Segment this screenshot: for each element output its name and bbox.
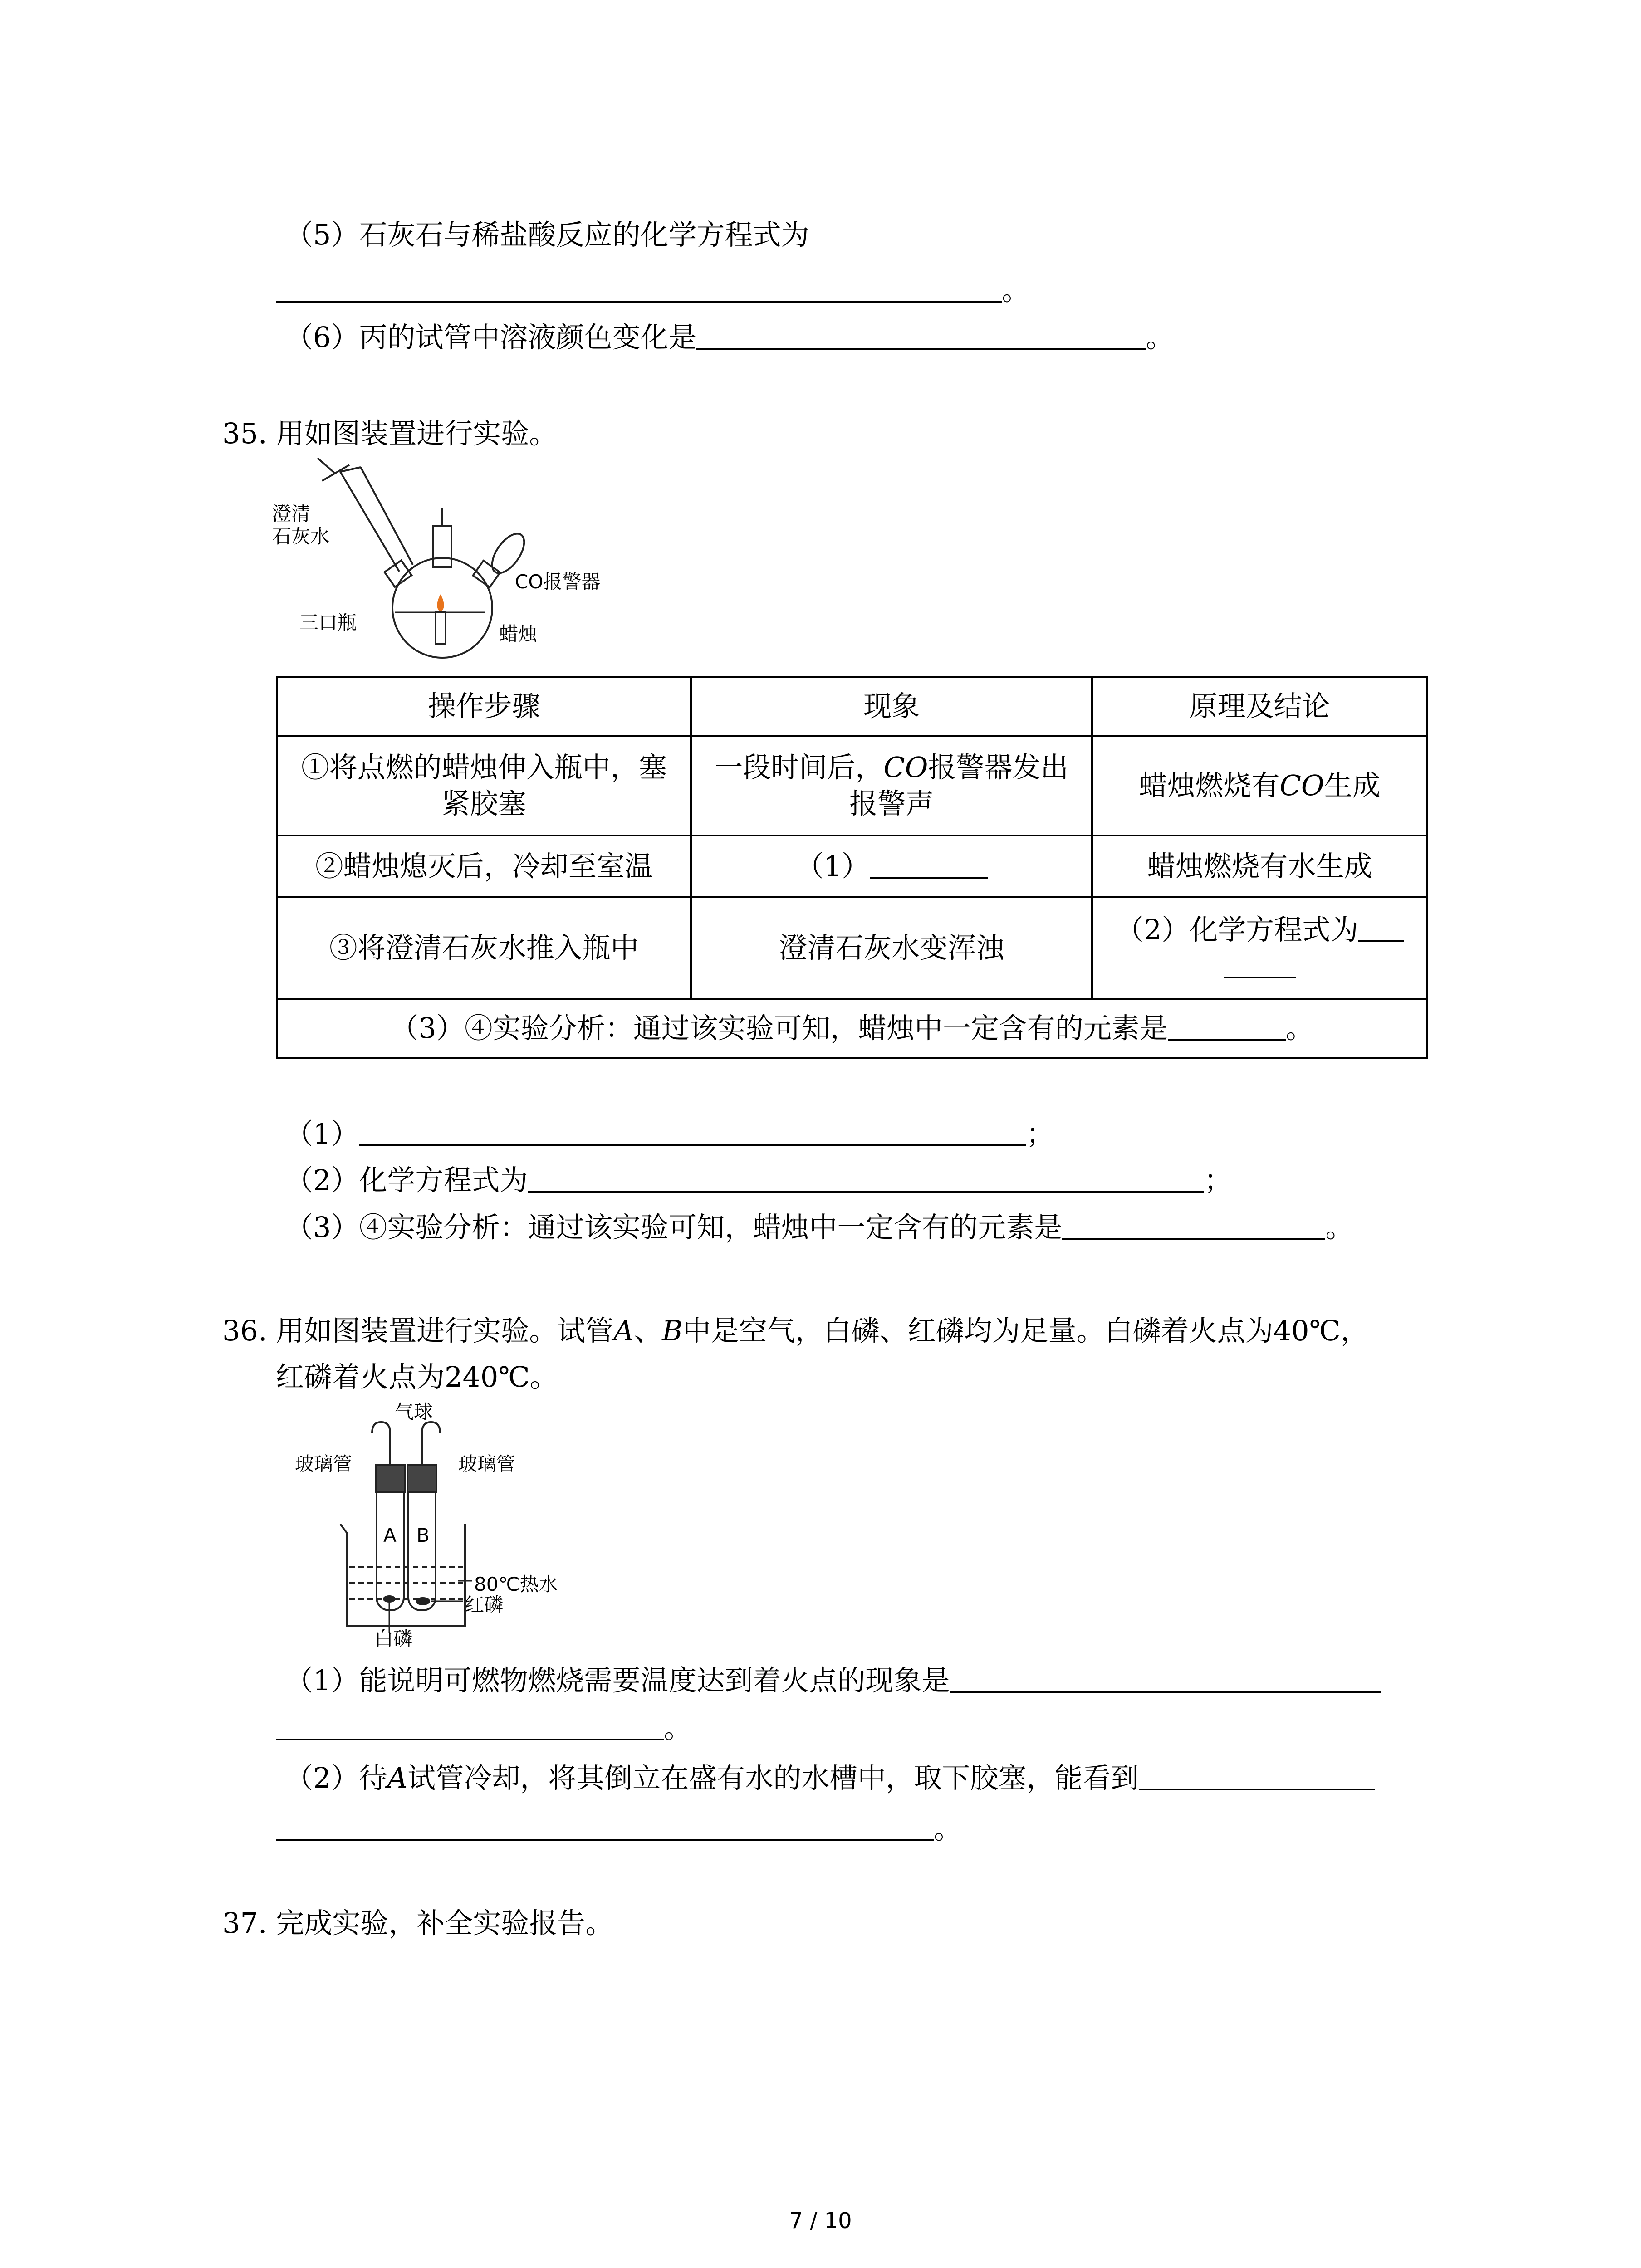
table-row <box>277 897 1427 999</box>
q35-answer-1: （1） ； <box>285 1117 1054 1150</box>
q37-stem: 37. 完成实验，补全实验报告。 <box>222 1906 614 1940</box>
row1-conclusion: 蜡烛燃烧有CO生成 <box>1092 736 1427 836</box>
label-white-phosphorus: 白磷 <box>374 1628 413 1650</box>
row2-step: ②蜡烛熄灭后，冷却至室温 <box>277 836 691 897</box>
label-glass-tube-left: 玻璃管 <box>295 1453 353 1475</box>
row3-conclusion[interactable]: （2）化学方程式为 <box>1092 897 1427 999</box>
label-balloon: 气球 <box>395 1401 433 1423</box>
answer-blank[interactable] <box>1168 1011 1286 1041</box>
label-flask: 三口瓶 <box>299 611 357 634</box>
row1-step: ①将点燃的蜡烛伸入瓶中，塞 紧胶塞 <box>277 736 691 836</box>
answer-blank[interactable] <box>528 1163 1204 1193</box>
test-tube-figure <box>272 1397 590 1651</box>
answer-blank[interactable] <box>950 1663 1381 1693</box>
row1-phenomenon: 一段时间后，CO报警器发出 报警声 <box>691 736 1092 836</box>
row3-phenomenon: 澄清石灰水变浑浊 <box>691 897 1092 999</box>
table-row <box>277 836 1427 897</box>
header-phenomenon: 现象 <box>691 677 1092 736</box>
answer-blank[interactable] <box>1139 1760 1375 1790</box>
q36-part2-cont: 。 <box>276 1811 962 1847</box>
table-row <box>277 999 1427 1058</box>
label-red-phosphorus: 红磷 <box>465 1593 504 1616</box>
q36-stem-line2: 红磷着火点为240℃。 <box>276 1360 558 1393</box>
flask-apparatus-icon <box>272 458 608 667</box>
q34-part5: （5）石灰石与稀盐酸反应的化学方程式为 <box>285 218 809 251</box>
label-tube-a: A <box>383 1524 397 1546</box>
header-steps: 操作步骤 <box>277 677 691 736</box>
table-row <box>277 736 1427 836</box>
label-hot-water: 80℃热水 <box>474 1573 558 1595</box>
header-conclusion: 原理及结论 <box>1092 677 1427 736</box>
q36-part1-cont: 。 <box>276 1710 692 1746</box>
row3-step: ③将澄清石灰水推入瓶中 <box>277 897 691 999</box>
row2-phenomenon[interactable]: （1） <box>691 836 1092 897</box>
label-limewater-2: 石灰水 <box>272 525 330 547</box>
answer-blank[interactable] <box>870 849 988 879</box>
q35-answer-2: （2）化学方程式为 ； <box>285 1163 1232 1197</box>
label-glass-tube-right: 玻璃管 <box>458 1453 516 1475</box>
q35-answer-3: （3）④实验分析：通过该实验可知，蜡烛中一定含有的元素是 。 <box>285 1211 1354 1244</box>
answer-blank[interactable] <box>276 1811 934 1841</box>
label-limewater: 澄清 <box>272 503 311 525</box>
answer-blank[interactable] <box>1358 912 1404 942</box>
q34-part5-answer[interactable]: 。 <box>276 272 1030 308</box>
row4-analysis[interactable]: （3）④实验分析：通过该实验可知，蜡烛中一定含有的元素是 。 <box>277 999 1427 1058</box>
experiment-table <box>276 676 1428 1059</box>
answer-blank[interactable] <box>1062 1210 1325 1240</box>
label-candle: 蜡烛 <box>499 623 538 645</box>
answer-blank[interactable] <box>1224 948 1296 978</box>
test-tubes-apparatus-icon <box>272 1397 590 1651</box>
three-neck-flask-figure <box>272 458 608 667</box>
q35-stem: 35. 用如图装置进行实验。 <box>222 417 558 450</box>
answer-blank[interactable] <box>276 1711 664 1740</box>
label-tube-b: B <box>416 1524 430 1546</box>
answer-blank[interactable] <box>276 273 1002 303</box>
answer-blank[interactable] <box>359 1116 1026 1146</box>
label-co-alarm: CO报警器 <box>515 571 601 593</box>
q36-part2: （2）待A试管冷却，将其倒立在盛有水的水槽中，取下胶塞，能看到 <box>285 1760 1375 1796</box>
q36-stem-line1: 36. 用如图装置进行实验。试管A、B中是空气，白磷、红磷均为足量。白磷着火点为40℃， <box>222 1314 1369 1347</box>
row2-conclusion: 蜡烛燃烧有水生成 <box>1092 836 1427 897</box>
q34-part6: （6）丙的试管中溶液颜色变化是 。 <box>285 321 1174 354</box>
table-header-row <box>277 677 1427 736</box>
page-number: 7 / 10 <box>789 2208 852 2234</box>
answer-blank[interactable] <box>696 320 1146 350</box>
q36-part1: （1）能说明可燃物燃烧需要温度达到着火点的现象是 <box>285 1662 1381 1699</box>
